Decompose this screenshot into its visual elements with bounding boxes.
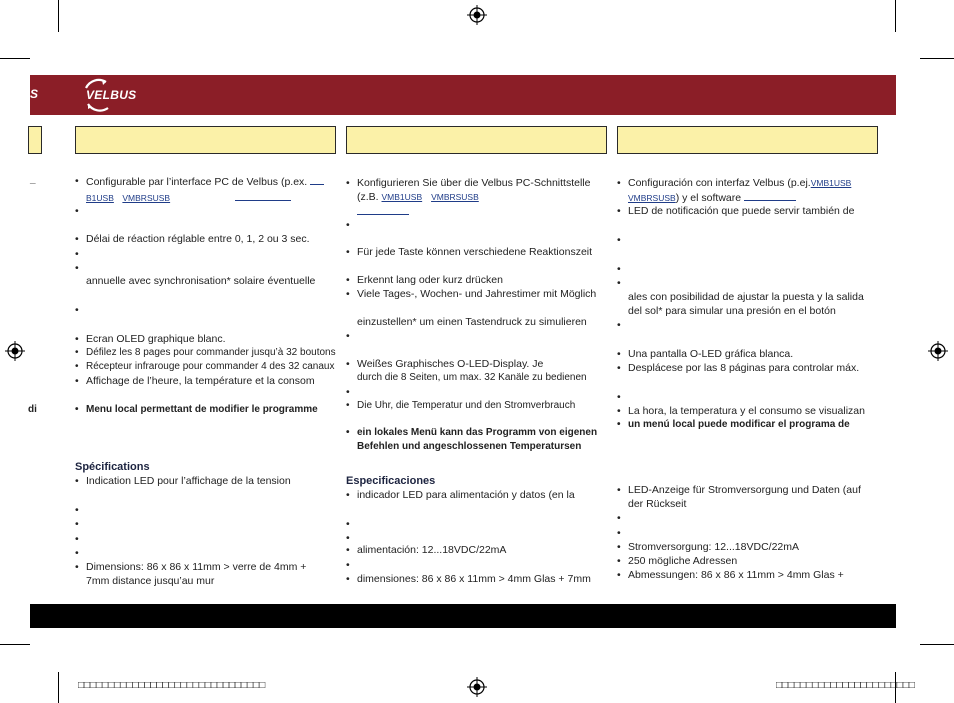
footer-right-text: □□□□□□□□□□□□□□□□□□□□□□□	[776, 680, 915, 691]
registration-mark-icon	[5, 341, 25, 361]
section-header-box-left-stub	[28, 126, 42, 154]
list-item: • Erkennt lang oder kurz drücken	[357, 273, 503, 287]
link-vmbrsusb[interactable]: VMBRSUSB	[122, 193, 171, 203]
list-item: del sol* para simular una presión en el botón	[628, 305, 836, 317]
link-vmbrsusb[interactable]: VMBRSUSB	[628, 193, 676, 203]
list-item: Befehlen und angeschlossenen Temperatursen	[357, 441, 582, 452]
list-item: • Abmessungen: 86 x 86 x 11mm > 4mm Glas +	[628, 568, 844, 582]
list-item: • Récepteur infrarouge pour commander 4 des 32 canaux	[86, 360, 334, 374]
list-item	[86, 190, 291, 205]
crop-mark	[0, 58, 30, 59]
list-item: • Dimensions: 86 x 86 x 11mm > verre de 4mm +	[86, 560, 306, 574]
title-banner	[30, 75, 896, 115]
crop-mark	[58, 672, 59, 703]
section-header-box-de	[346, 126, 607, 154]
list-item: annuelle avec synchronisation* solaire éventuelle	[86, 275, 316, 287]
velbus-logo-text: VELBUS	[86, 88, 137, 102]
list-item: • Configurable par l’interface PC de Velbus (p.ex.	[86, 174, 324, 189]
list-item: • 250 mögliche Adressen	[628, 554, 737, 568]
crop-mark	[920, 58, 954, 59]
section-header-box-fr	[75, 126, 336, 154]
list-item: • indicador LED para alimentación y datos (en la	[357, 488, 575, 502]
list-item: • Indication LED pour l’affichage de la tension	[86, 474, 291, 488]
list-item: durch die 8 Seiten, um max. 32 Kanäle zu bedienen	[357, 372, 587, 383]
list-item: • Konfigurieren Sie über die Velbus PC-Schnittstelle	[357, 176, 590, 190]
crop-mark	[58, 0, 59, 32]
left-stub-dash: _	[30, 174, 36, 185]
link-b1usb[interactable]: B1USB	[86, 193, 114, 203]
registration-mark-icon	[928, 341, 948, 361]
list-item: • un menú local puede modificar el programa de	[628, 418, 850, 432]
section-heading-especificaciones: Especificaciones	[346, 475, 436, 487]
crop-mark	[920, 644, 954, 645]
list-item: • Desplácese por las 8 páginas para controlar máx.	[628, 361, 859, 375]
section-header-box-es	[617, 126, 878, 154]
list-item: • Configuración con interfaz Velbus (p.ej.VMB1USB	[628, 176, 857, 190]
registration-mark-icon	[467, 677, 487, 697]
list-item: • Défilez les 8 pages pour commander jusqu’à 32 boutons	[86, 346, 336, 360]
crop-mark	[895, 0, 896, 32]
list-item: • alimentación: 12...18VDC/22mA	[357, 543, 506, 557]
underline-placeholder	[357, 204, 409, 219]
link-vmbrsusb[interactable]: VMBRSUSB	[431, 192, 479, 202]
left-stub-word: di	[28, 404, 37, 415]
list-item: • dimensiones: 86 x 86 x 11mm > 4mm Glas + 7mm	[357, 572, 591, 586]
footer-bar	[30, 604, 896, 628]
list-item: • Ecran OLED graphique blanc.	[86, 332, 226, 346]
footer-left-text: □□□□□□□□□□□□□□□□□□□□□□□□□□□□□□□	[78, 680, 266, 691]
list-item: • LED-Anzeige für Stromversorgung und Daten (auf	[628, 483, 861, 497]
list-item: einzustellen* um einen Tastendruck zu simulieren	[357, 316, 587, 328]
list-item: • ein lokales Menü kann das Programm von eigenen	[357, 426, 597, 440]
crop-mark	[0, 644, 30, 645]
list-item: • Affichage de l’heure, la température et la consom	[86, 374, 315, 388]
list-item: • LED de notificación que puede servir también de	[628, 204, 854, 218]
list-item: (z.B. VMB1USB VMBRSUSB	[357, 191, 479, 203]
banner-edge-text: S	[30, 87, 39, 101]
list-item: • Menu local permettant de modifier le programme	[86, 403, 318, 417]
list-item: 7mm distance jusqu’au mur	[86, 575, 215, 587]
list-item: • La hora, la temperatura y el consumo se visualizan	[628, 404, 865, 418]
list-item: • Für jede Taste können verschiedene Reaktionszeit	[357, 245, 592, 259]
list-item: ales con posibilidad de ajustar la puesta y la salida	[628, 291, 864, 303]
link-vmb1usb[interactable]: VMB1USB	[810, 178, 852, 188]
list-item: der Rückseit	[628, 498, 687, 510]
list-item: • Délai de réaction réglable entre 0, 1, 2 ou 3 sec.	[86, 232, 310, 246]
link-vmb1usb[interactable]: VMB1USB	[381, 192, 423, 202]
list-item: • Viele Tages-, Wochen- und Jahrestimer mit Möglich	[357, 287, 596, 301]
section-heading-specifications: Spécifications	[75, 461, 150, 473]
list-item: • Die Uhr, die Temperatur und den Stromverbrauch	[357, 399, 575, 413]
registration-mark-icon	[467, 5, 487, 25]
list-item: • Una pantalla O-LED gráfica blanca.	[628, 347, 793, 361]
list-item: VMBRSUSB) y el software	[628, 190, 796, 205]
list-item: • Stromversorgung: 12...18VDC/22mA	[628, 540, 799, 554]
list-item: • Weißes Graphisches O-LED-Display. Je	[357, 357, 543, 371]
